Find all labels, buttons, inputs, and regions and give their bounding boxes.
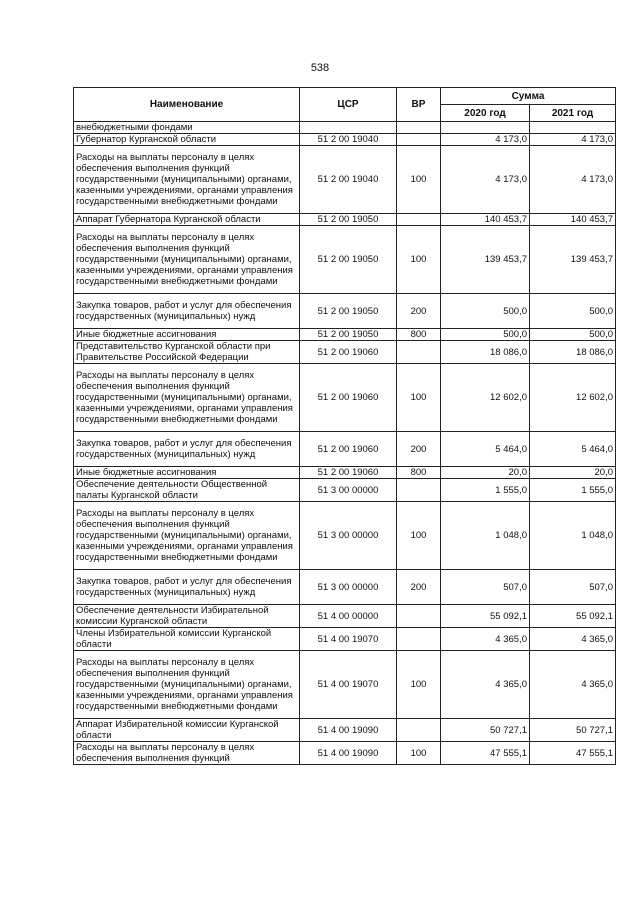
row-name: Представительство Курганской области при Правительстве Российской Федерации [74,341,300,364]
row-vr: 100 [397,146,441,214]
row-csr: 51 3 00 00000 [300,570,397,605]
row-sum-2020: 500,0 [441,294,530,329]
header-year-2021: 2021 год [530,105,616,122]
row-csr: 51 4 00 19090 [300,742,397,765]
row-csr: 51 2 00 19060 [300,432,397,467]
row-vr [397,479,441,502]
table-row [74,294,616,329]
table-row [74,226,616,294]
row-vr: 100 [397,226,441,294]
row-name: Расходы на выплаты персоналу в целях обеспечения выполнения функций государственными (муниципальными) органами, казенными учреждениями, органами управления государственными внебюджетными фондами [74,502,300,570]
row-csr: 51 2 00 19060 [300,364,397,432]
table-row [74,570,616,605]
row-sum-2021: 140 453,7 [530,214,616,226]
row-vr [397,719,441,742]
row-vr [397,605,441,628]
row-name: Расходы на выплаты персоналу в целях обеспечения выполнения функций государственными (муниципальными) органами, казенными учреждениями, органами управления государственными внебюджетными фондами [74,226,300,294]
row-csr: 51 2 00 19050 [300,226,397,294]
row-sum-2021: 4 365,0 [530,628,616,651]
table-row [74,341,616,364]
table-body [74,122,616,765]
row-csr: 51 2 00 19040 [300,134,397,146]
row-csr: 51 4 00 19070 [300,628,397,651]
row-csr: 51 2 00 19040 [300,146,397,214]
row-name: Расходы на выплаты персоналу в целях обеспечения выполнения функций государственными (муниципальными) органами, казенными учреждениями, органами управления государственными внебюджетными фондами [74,651,300,719]
row-sum-2020 [441,122,530,134]
row-sum-2020: 4 365,0 [441,628,530,651]
row-name: Обеспечение деятельности Избирательной комиссии Курганской области [74,605,300,628]
row-name: Расходы на выплаты персоналу в целях обеспечения выполнения функций государственными (муниципальными) органами, казенными учреждениями, органами управления государственными внебюджетными фондами [74,364,300,432]
row-vr: 200 [397,294,441,329]
row-vr [397,214,441,226]
row-csr: 51 2 00 19050 [300,329,397,341]
row-csr: 51 4 00 00000 [300,605,397,628]
row-vr [397,122,441,134]
row-sum-2021: 55 092,1 [530,605,616,628]
row-csr: 51 4 00 19090 [300,719,397,742]
table-row [74,134,616,146]
row-sum-2021: 139 453,7 [530,226,616,294]
table-row [74,651,616,719]
header-year-2020: 2020 год [441,105,530,122]
row-name: Аппарат Губернатора Курганской области [74,214,300,226]
row-vr: 100 [397,502,441,570]
row-vr: 200 [397,570,441,605]
row-sum-2020: 139 453,7 [441,226,530,294]
table-row [74,329,616,341]
row-name: Иные бюджетные ассигнования [74,467,300,479]
row-vr [397,341,441,364]
row-vr: 100 [397,364,441,432]
row-sum-2021: 4 365,0 [530,651,616,719]
table-row [74,364,616,432]
row-vr: 200 [397,432,441,467]
row-sum-2020: 4 173,0 [441,146,530,214]
row-sum-2021: 50 727,1 [530,719,616,742]
table-row [74,628,616,651]
row-sum-2020: 20,0 [441,467,530,479]
row-sum-2021: 1 555,0 [530,479,616,502]
page-number: 538 [310,62,330,74]
table-row [74,719,616,742]
row-sum-2021: 4 173,0 [530,134,616,146]
row-name: Закупка товаров, работ и услуг для обеспечения государственных (муниципальных) нужд [74,432,300,467]
row-vr: 800 [397,329,441,341]
row-sum-2021: 507,0 [530,570,616,605]
row-sum-2021: 500,0 [530,294,616,329]
row-name: Иные бюджетные ассигнования [74,329,300,341]
row-name: Члены Избирательной комиссии Курганской области [74,628,300,651]
row-name: Обеспечение деятельности Общественной палаты Курганской области [74,479,300,502]
row-sum-2020: 140 453,7 [441,214,530,226]
header-csr: ЦСР [300,88,397,122]
row-name: внебюджетными фондами [74,122,300,134]
row-name: Губернатор Курганской области [74,134,300,146]
table-row [74,467,616,479]
row-vr: 100 [397,651,441,719]
row-name: Расходы на выплаты персоналу в целях обеспечения выполнения функций [74,742,300,765]
table-row [74,122,616,134]
row-vr [397,628,441,651]
row-csr: 51 3 00 00000 [300,479,397,502]
row-sum-2021 [530,122,616,134]
row-csr: 51 3 00 00000 [300,502,397,570]
row-csr: 51 2 00 19060 [300,341,397,364]
table-row [74,605,616,628]
row-sum-2021: 12 602,0 [530,364,616,432]
row-sum-2020: 55 092,1 [441,605,530,628]
header-vr: ВР [397,88,441,122]
row-sum-2021: 20,0 [530,467,616,479]
row-sum-2020: 1 048,0 [441,502,530,570]
row-name: Закупка товаров, работ и услуг для обеспечения государственных (муниципальных) нужд [74,570,300,605]
row-vr: 100 [397,742,441,765]
row-sum-2020: 1 555,0 [441,479,530,502]
row-sum-2020: 4 365,0 [441,651,530,719]
row-vr: 800 [397,467,441,479]
row-csr: 51 2 00 19050 [300,214,397,226]
table-row [74,146,616,214]
row-sum-2020: 507,0 [441,570,530,605]
row-sum-2021: 500,0 [530,329,616,341]
table-row [74,742,616,765]
row-sum-2020: 12 602,0 [441,364,530,432]
row-name: Расходы на выплаты персоналу в целях обеспечения выполнения функций государственными (муниципальными) органами, казенными учреждениями, органами управления государственными внебюджетными фондами [74,146,300,214]
header-sum: Сумма [441,88,616,105]
row-sum-2020: 50 727,1 [441,719,530,742]
row-sum-2020: 500,0 [441,329,530,341]
row-vr [397,134,441,146]
row-name: Закупка товаров, работ и услуг для обеспечения государственных (муниципальных) нужд [74,294,300,329]
row-sum-2020: 4 173,0 [441,134,530,146]
row-csr: 51 4 00 19070 [300,651,397,719]
row-sum-2021: 47 555,1 [530,742,616,765]
header-name: Наименование [74,88,300,122]
row-sum-2021: 5 464,0 [530,432,616,467]
row-csr: 51 2 00 19050 [300,294,397,329]
table-row [74,214,616,226]
row-sum-2021: 1 048,0 [530,502,616,570]
table-row [74,479,616,502]
table-header [74,88,616,122]
row-sum-2021: 4 173,0 [530,146,616,214]
row-csr [300,122,397,134]
table-row [74,432,616,467]
row-sum-2020: 18 086,0 [441,341,530,364]
row-csr: 51 2 00 19060 [300,467,397,479]
row-sum-2020: 5 464,0 [441,432,530,467]
budget-table [73,87,616,765]
row-sum-2021: 18 086,0 [530,341,616,364]
row-name: Аппарат Избирательной комиссии Курганской области [74,719,300,742]
table-row [74,502,616,570]
row-sum-2020: 47 555,1 [441,742,530,765]
